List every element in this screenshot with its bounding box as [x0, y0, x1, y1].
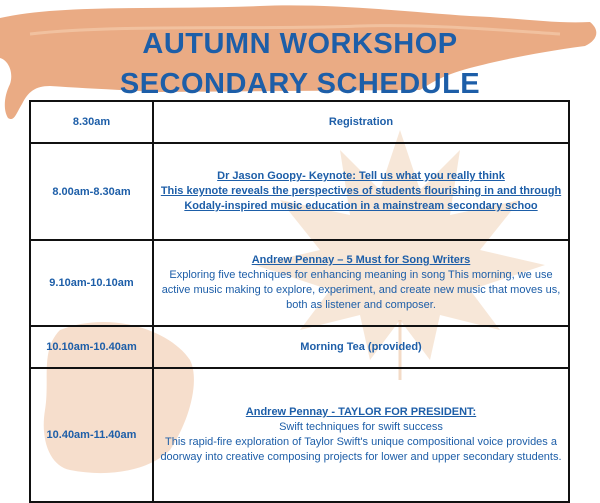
session-title-link[interactable]: Andrew Pennay - TAYLOR FOR PRESIDENT:	[245, 406, 477, 418]
table-row	[30, 101, 569, 143]
session-description: Exploring five techniques for enhancing meaning in song This morning, we use active music making to explore, experiment, and create new music that moves us, both as listener and composer.	[161, 269, 561, 311]
keynote-link-line-3[interactable]: Kodaly-inspired music education in a mainstream secondary schoo	[184, 200, 538, 212]
session-cell	[153, 240, 569, 326]
time-cell: 8.00am-8.30am	[30, 143, 153, 240]
page-title-line-2: SECONDARY SCHEDULE	[119, 68, 481, 100]
session-description: This rapid-fire exploration of Taylor Swift's unique compositional voice provides a doorway into creative composing projects for lower and upper secondary students.	[160, 436, 562, 463]
session-subtitle: Swift techniques for swift success	[279, 421, 443, 433]
session-title-link[interactable]: Andrew Pennay – 5 Must for Song Writers	[251, 254, 471, 266]
session-title: Morning Tea (provided)	[153, 326, 569, 368]
keynote-link-line-2[interactable]: This keynote reveals the perspectives of students flourishing in and through	[160, 185, 562, 197]
time-cell: 8.30am	[30, 101, 153, 143]
schedule-table	[29, 100, 570, 503]
keynote-link-line-1[interactable]: Dr Jason Goopy- Keynote: Tell us what you really think	[217, 170, 505, 182]
session-title: Registration	[153, 101, 569, 143]
table-row	[30, 240, 569, 326]
session-cell	[153, 143, 569, 240]
table-row	[30, 143, 569, 240]
time-cell: 10.40am-11.40am	[30, 368, 153, 502]
page-title-line-1: AUTUMN WORKSHOP	[142, 28, 458, 60]
table-row	[30, 326, 569, 368]
time-cell: 9.10am-10.10am	[30, 240, 153, 326]
time-cell: 10.10am-10.40am	[30, 326, 153, 368]
table-row	[30, 368, 569, 502]
session-cell	[153, 368, 569, 502]
